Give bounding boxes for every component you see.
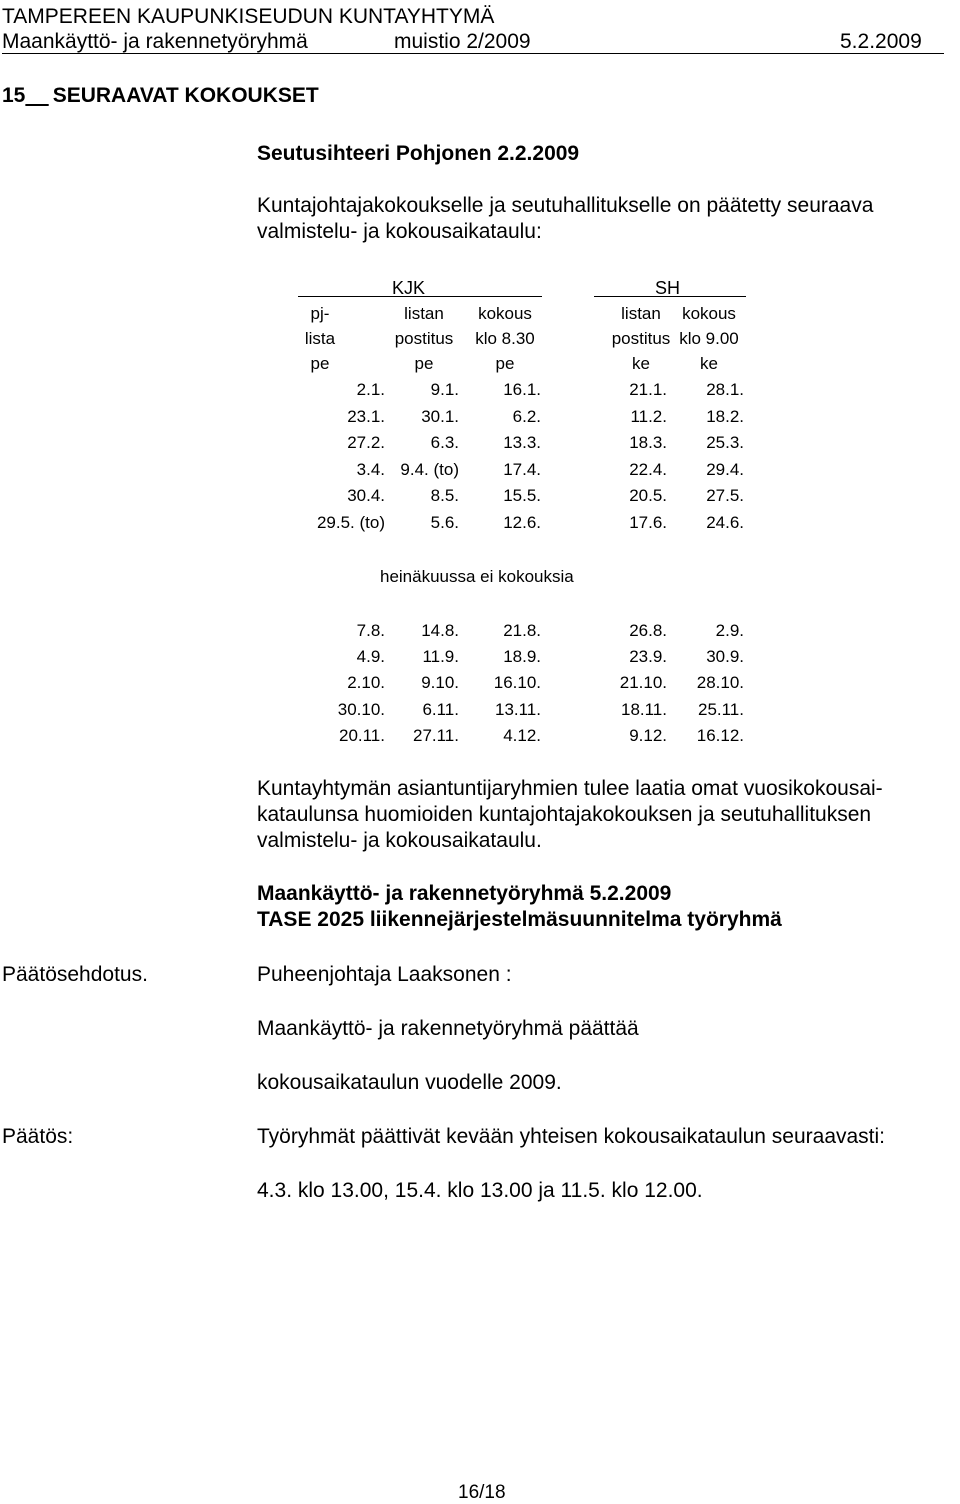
table-cell: 11.2. <box>630 406 667 426</box>
table-cell: 18.9. <box>503 647 541 667</box>
table-cell: 9.4. (to) <box>400 459 459 479</box>
table-cell: 13.3. <box>503 433 541 452</box>
note-line-3: valmistelu- ja kokousaikataulu. <box>257 829 542 852</box>
page-number: 16/18 <box>458 1482 506 1503</box>
sh-underline <box>594 296 746 297</box>
table-cell: 25.3. <box>706 433 744 452</box>
table-cell: 14.8. <box>421 621 459 640</box>
kjk-header-cell: listan <box>404 304 444 323</box>
sh-header-cell: ke <box>632 354 650 373</box>
note-line-1: Kuntayhtymän asiantuntijaryhmien tulee laatia omat vuosikokousai- <box>257 777 883 800</box>
table-cell: 17.4. <box>503 459 541 479</box>
kjk-header-cell: kokous <box>478 304 532 323</box>
table-cell: 30.9. <box>706 647 744 667</box>
header-rule <box>2 53 944 54</box>
table-cell: 6.11. <box>422 699 459 719</box>
table-cell: 8.5. <box>430 486 459 505</box>
table-cell: 2.10. <box>347 673 385 693</box>
table-cell: 27.2. <box>347 433 385 452</box>
header-date: 5.2.2009 <box>840 30 922 53</box>
table-cell: 21.1. <box>629 380 667 399</box>
table-cell: 30.1. <box>421 406 459 426</box>
kjk-header-cell: klo 8.30 <box>475 329 535 348</box>
table-cell: 21.8. <box>503 621 541 640</box>
table-cell: 26.8. <box>629 621 667 640</box>
table-cell: 23.9. <box>629 647 667 667</box>
table-cell: 27.5. <box>706 486 744 505</box>
table-cell: 6.3. <box>430 433 459 452</box>
kjk-label: KJK <box>392 278 426 298</box>
sh-header-cell: postitus <box>611 329 671 348</box>
note-line-2: kataulunsa huomioiden kuntajohtajakokouksen ja seutuhallituksen <box>257 803 872 826</box>
table-cell: 27.11. <box>412 725 459 745</box>
table-cell: 12.6. <box>503 512 541 532</box>
tase-heading: TASE 2025 liikennejärjestelmäsuunnitelma työryhmä <box>257 908 782 931</box>
section-title <box>2 84 319 108</box>
table-cell: 4.9. <box>356 647 385 667</box>
decision-label: Päätös: <box>2 1125 74 1148</box>
subheading: Seutusihteeri Pohjonen 2.2.2009 <box>257 142 580 165</box>
header-memo: muistio 2/2009 <box>394 30 531 53</box>
table-cell: 15.5. <box>503 486 541 505</box>
kjk-underline <box>298 296 542 297</box>
table-cell: 29.4. <box>706 459 744 479</box>
kjk-header-cell: postitus <box>394 329 454 348</box>
sh-header-cell: klo 9.00 <box>679 329 739 348</box>
table-cell: 16.12. <box>696 725 744 745</box>
table-cell: 28.1. <box>706 380 744 399</box>
table-cell: 18.3. <box>629 433 667 452</box>
sh-header-cell: listan <box>621 304 661 323</box>
kjk-header-cell: pj- <box>310 304 330 323</box>
summer-note: heinäkuussa ei kokouksia <box>380 567 574 586</box>
table-cell: 22.4. <box>629 459 667 479</box>
table-cell: 6.2. <box>512 406 541 426</box>
kjk-header-cell: pe <box>310 354 330 373</box>
table-cell: 20.5. <box>629 486 667 505</box>
proposal-schedule: kokousaikataulun vuodelle 2009. <box>257 1071 562 1094</box>
table-cell: 29.5. (to) <box>316 512 385 532</box>
proposal-label: Päätösehdotus. <box>2 963 148 986</box>
table-cell: 16.10. <box>493 673 541 693</box>
proposal-chair: Puheenjohtaja Laaksonen : <box>257 963 512 986</box>
section-heading: SEURAAVAT KOKOUKSET <box>52 84 319 107</box>
table-cell: 30.10. <box>337 699 385 719</box>
table-cell: 11.9. <box>422 647 459 667</box>
table-cell: 4.12. <box>503 725 541 745</box>
header-group: Maankäyttö- ja rakennetyöryhmä <box>2 30 308 53</box>
table-cell: 13.11. <box>494 699 541 719</box>
table-cell: 24.6. <box>706 512 744 532</box>
table-cell: 5.6. <box>430 512 459 532</box>
table-cell: 23.1. <box>347 406 385 426</box>
section-number: 15 <box>2 84 26 107</box>
kjk-header-cell: pe <box>495 354 515 373</box>
sh-header-cell: kokous <box>682 304 736 323</box>
table-cell: 9.10. <box>421 673 459 693</box>
intro-text: Kuntajohtajakokoukselle ja seutuhallitukselle on päätetty seuraava valmistelu- ja kokousaikataulu: <box>257 194 874 243</box>
header-org: TAMPEREEN KAUPUNKISEUDUN KUNTAYHTYMÄ <box>2 5 495 28</box>
table-cell: 20.11. <box>338 725 385 745</box>
table-cell: 2.9. <box>715 621 744 640</box>
kjk-header-cell: pe <box>414 354 434 373</box>
table-cell: 9.12. <box>629 725 667 745</box>
table-cell: 18.2. <box>706 406 744 426</box>
sh-label: SH <box>655 278 681 298</box>
table-cell: 18.11. <box>620 699 667 719</box>
table-cell: 25.11. <box>697 699 744 719</box>
decision-dates: 4.3. klo 13.00, 15.4. klo 13.00 ja 11.5. klo 12.00. <box>257 1179 703 1202</box>
table-cell: 17.6. <box>629 512 667 532</box>
table-cell: 7.8. <box>356 621 385 640</box>
table-cell: 16.1. <box>503 380 541 399</box>
decision-text: Työryhmät päättivät kevään yhteisen kokousaikataulun seuraavasti: <box>257 1125 886 1148</box>
table-cell: 2.1. <box>356 380 385 399</box>
proposal-decision: Maankäyttö- ja rakennetyöryhmä päättää <box>257 1017 639 1040</box>
kjk-header-cell: lista <box>304 329 336 348</box>
table-cell: 30.4. <box>347 486 385 505</box>
table-cell: 21.10. <box>619 673 667 693</box>
table-cell: 9.1. <box>430 380 459 399</box>
sh-header-cell: ke <box>700 354 718 373</box>
table-cell: 3.4. <box>356 459 385 479</box>
table-cell: 28.10. <box>696 673 744 693</box>
group-heading: Maankäyttö- ja rakennetyöryhmä 5.2.2009 <box>257 882 672 905</box>
